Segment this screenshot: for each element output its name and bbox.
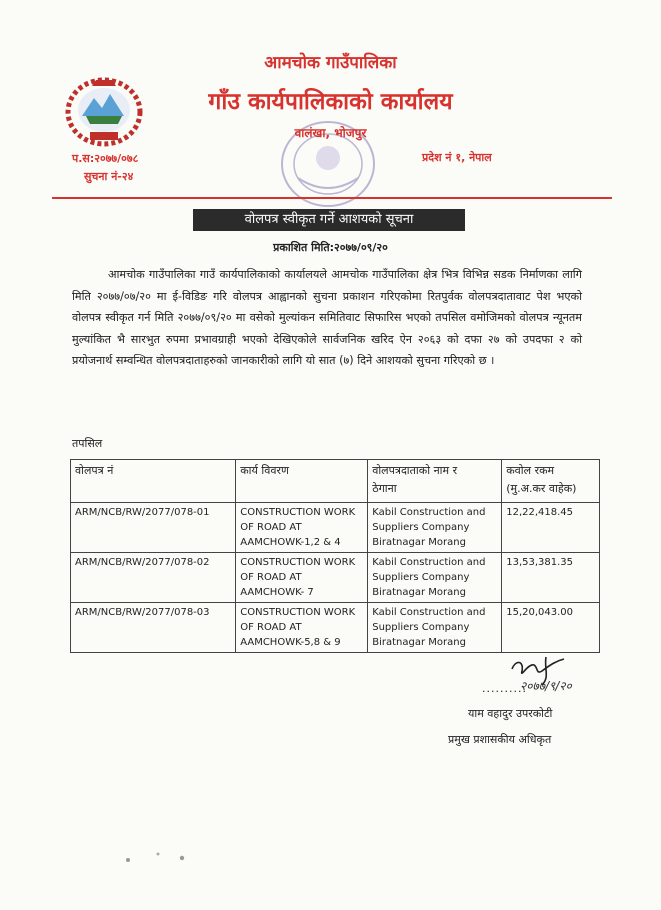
table-header-row: [71, 460, 600, 503]
published-date: प्रकाशित मिति:२०७७/०९/२०: [273, 241, 388, 254]
amount-cell: 13,53,381.35: [502, 553, 600, 603]
amount-cell: 12,22,418.45: [502, 503, 600, 553]
signatory-name: याम वहादुर उपरकोटी: [468, 707, 553, 720]
header-divider: [52, 197, 612, 199]
header-work-desc: कार्य विवरण: [236, 460, 368, 503]
signature-dots: ..........: [482, 682, 527, 695]
work-desc-cell: CONSTRUCTION WORK OF ROAD AT AAMCHOWK-1,2 & 4: [236, 503, 368, 553]
header-bidder: वोलपत्रदाताको नाम र ठेगाना: [368, 460, 502, 503]
signature-date: २०७७/९/२०: [520, 679, 572, 693]
work-desc-cell: CONSTRUCTION WORK OF ROAD AT AAMCHOWK- 7: [236, 553, 368, 603]
notice-number: सुचना नं-२४: [84, 170, 134, 183]
municipality-name: आमचोक गाउँपालिका: [264, 53, 397, 73]
header-amount: कवोल रकम (मु.अ.कर वाहेक): [502, 460, 600, 503]
amount-cell: 15,20,043.00: [502, 603, 600, 653]
reference-number: प.स:२०७७/०७८: [72, 152, 139, 165]
schedule-label: तपसिल: [72, 437, 103, 450]
bidder-cell: Kabil Construction and Suppliers Company Biratnagar Morang: [368, 603, 502, 653]
notice-body: आमचोक गाउँपालिका गाउँ कार्यपालिकाको कार्यालयले आमचोक गाउँपालिका क्षेत्र भित्र विभिन्न सडक निर्माणका लागि मिति २०७७/०७/२० मा ई-विडिङ गरि वोलपत्र आह्वानको सुचना प्रकाशन गरिएकोमा रितपुर्वक वोलपत्रदातावाट पेश भएको वोलपत्र स्वीकृत गर्न मिति २०७७/०९/२० मा वसेको मुल्यांकन समितिवाट सिफारिस भएको तपसिल वमोजिमको वोलपत्र न्यूनतम मुल्यांकित भै सारभुत रुपमा प्रभावग्राही भएको देखिएकोले सार्वजनिक खरिद ऐन २०६३ को दफा २७ को उपदफा २ को प्रयोजनार्थ सम्वन्धित वोलपत्रदाताहरुको जानकारीको लागि यो सात (७) दिने आशयको सुचना गरिएको छ ।: [72, 268, 582, 367]
province-label: प्रदेश नं १, नेपाल: [422, 151, 492, 164]
table-row: [71, 503, 600, 553]
header-bid-no: वोलपत्र नं: [71, 460, 236, 503]
bid-no-cell: ARM/NCB/RW/2077/078-01: [71, 503, 236, 553]
bid-table: [70, 459, 600, 653]
bid-no-cell: ARM/NCB/RW/2077/078-03: [71, 603, 236, 653]
ink-smudge: [118, 848, 208, 868]
office-name: गाँउ कार्यपालिकाको कार्यालय: [208, 89, 453, 115]
office-address: वालंखा, भोजपुर: [294, 126, 367, 140]
bid-no-cell: ARM/NCB/RW/2077/078-02: [71, 553, 236, 603]
work-desc-cell: CONSTRUCTION WORK OF ROAD AT AAMCHOWK-5,8 & 9: [236, 603, 368, 653]
table-row: [71, 553, 600, 603]
notice-title: वोलपत्र स्वीकृत गर्ने आशयको सूचना: [193, 209, 465, 231]
table-row: [71, 603, 600, 653]
bidder-cell: Kabil Construction and Suppliers Company Biratnagar Morang: [368, 553, 502, 603]
signatory-designation: प्रमुख प्रशासकीय अधिकृत: [448, 733, 552, 746]
bidder-cell: Kabil Construction and Suppliers Company Biratnagar Morang: [368, 503, 502, 553]
